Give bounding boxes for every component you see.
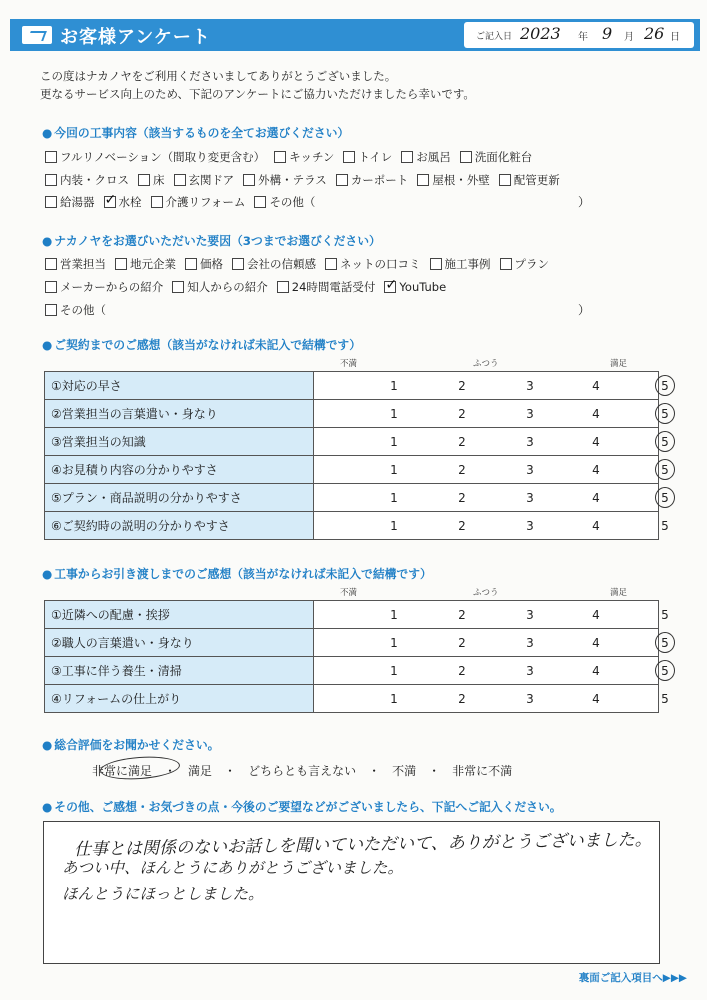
checkbox-label: その他（	[269, 195, 316, 209]
month-unit: 月	[624, 32, 634, 43]
checkbox-label: 価格	[200, 257, 223, 271]
checkbox-label: ネットの口コミ	[340, 257, 421, 271]
checkbox-label: キッチン	[289, 150, 335, 164]
rating-option[interactable]: 5	[661, 636, 669, 650]
rating-scale	[314, 428, 669, 456]
checkbox[interactable]	[45, 258, 57, 270]
rating-selected-circle	[655, 459, 675, 480]
rating-option[interactable]: 1	[390, 379, 398, 393]
next-page-link[interactable]: 裏面ご記入項目へ▶▶▶	[578, 972, 687, 984]
checkbox-option[interactable]	[151, 194, 246, 210]
rating-option[interactable]: 2	[458, 463, 466, 477]
date-box	[464, 22, 694, 48]
checkbox-label: 会社の信頼感	[247, 257, 316, 271]
rating-option[interactable]: 3	[526, 608, 534, 622]
scale-high-label-2: 満足	[610, 588, 628, 598]
q2-row	[45, 279, 455, 295]
checkbox[interactable]	[232, 258, 244, 270]
q1-row	[45, 172, 569, 188]
rating-selected-circle	[655, 660, 675, 681]
rating-option[interactable]: 1	[390, 519, 398, 533]
rating-option[interactable]: 5	[661, 379, 669, 393]
checkbox-option[interactable]	[336, 172, 409, 188]
checkbox-checked[interactable]	[384, 281, 396, 293]
checkbox[interactable]	[277, 281, 289, 293]
rating-option[interactable]: 5	[661, 608, 669, 622]
checkbox-option[interactable]	[499, 172, 560, 188]
header-bar	[10, 19, 700, 51]
checkbox[interactable]	[138, 174, 150, 186]
scale-high-label: 満足	[610, 359, 628, 369]
rating-option[interactable]: 1	[390, 491, 398, 505]
rating-question: ⑥ご契約時の説明の分かりやすさ	[45, 512, 314, 540]
option-separator: ・	[164, 764, 177, 778]
rating-scale	[314, 512, 669, 540]
date-month[interactable]: 9	[602, 24, 613, 43]
checkbox-option[interactable]	[243, 172, 327, 188]
rating-row	[45, 685, 659, 713]
checkbox-label: 24時間電話受付	[291, 280, 376, 294]
rating-scale	[314, 484, 669, 512]
q2-row	[45, 256, 558, 272]
section-construction-feedback-title: ● 工事からお引き渡しまでのご感想（該当がなければ未記入で結構です）	[42, 567, 432, 581]
rating-option[interactable]: 2	[458, 407, 466, 421]
checkbox-checked[interactable]	[104, 196, 116, 208]
rating-option[interactable]: 2	[458, 519, 466, 533]
contract-rating-table	[44, 371, 669, 540]
rating-question: ②営業担当の言葉遣い・身なり	[45, 400, 314, 428]
rating-question: ③工事に伴う養生・清掃	[45, 657, 314, 685]
checkbox-label: カーポート	[350, 173, 409, 187]
checkbox[interactable]	[325, 258, 337, 270]
date-day[interactable]: 26	[644, 24, 665, 43]
checkbox-label: 営業担当	[60, 257, 106, 271]
rating-scale	[314, 601, 669, 629]
rating-option[interactable]: 3	[526, 692, 534, 706]
rating-option[interactable]: 1	[390, 407, 398, 421]
checkbox[interactable]	[401, 151, 413, 163]
checkbox-option[interactable]	[45, 256, 106, 272]
checkbox-option[interactable]	[185, 256, 223, 272]
rating-option[interactable]: 2	[458, 491, 466, 505]
q1-other-close: ）	[578, 195, 591, 209]
checkbox[interactable]	[174, 174, 186, 186]
rating-option[interactable]: 3	[526, 463, 534, 477]
rating-option[interactable]: 4	[592, 491, 600, 505]
section-comment-title: ● その他、ご感想・お気づきの点・今後のご要望などがございましたら、下記へご記入ください。	[42, 800, 562, 814]
rating-option[interactable]: 2	[458, 379, 466, 393]
date-label: ご記入日	[476, 32, 513, 42]
rating-option[interactable]: 4	[592, 407, 600, 421]
checkbox-option[interactable]	[254, 194, 315, 210]
checkbox-label: お風呂	[416, 150, 451, 164]
section-construction-title: ● 今回の工事内容（該当するものを全てお選びください）	[42, 126, 350, 140]
rating-question: ③営業担当の知識	[45, 428, 314, 456]
rating-question: ④お見積り内容の分かりやすさ	[45, 456, 314, 484]
checkbox[interactable]	[185, 258, 197, 270]
rating-selected-circle	[655, 487, 675, 508]
checkbox-label: 水栓	[118, 195, 142, 209]
overall-option[interactable]: 不満	[392, 764, 417, 778]
checkbox-option[interactable]	[274, 149, 334, 165]
scale-mid-label-2: ふつう	[473, 588, 499, 598]
comment-line-1: 仕事とは関係のないお話しを聞いていただいて、ありがとうございました。	[73, 829, 652, 861]
rating-scale	[314, 685, 669, 713]
rating-option[interactable]: 5	[661, 519, 669, 533]
checkbox[interactable]	[274, 151, 286, 163]
rating-option[interactable]: 5	[661, 692, 669, 706]
checkbox-label: 床	[153, 173, 165, 187]
option-separator: ・	[368, 764, 381, 778]
rating-question: ②職人の言葉遣い・身なり	[45, 629, 314, 657]
rating-option[interactable]: 1	[390, 636, 398, 650]
checkbox[interactable]	[151, 196, 163, 208]
checkbox-option[interactable]	[325, 256, 421, 272]
rating-row	[45, 601, 659, 629]
rating-option[interactable]: 3	[526, 407, 534, 421]
q1-row	[45, 149, 541, 165]
checkbox-label: その他（	[60, 303, 106, 317]
rating-option[interactable]: 5	[661, 407, 669, 421]
checkbox[interactable]	[500, 258, 512, 270]
option-separator: ・	[428, 764, 441, 778]
checkbox[interactable]	[343, 151, 355, 163]
rating-option[interactable]: 5	[661, 664, 669, 678]
checkbox-option[interactable]	[45, 172, 129, 188]
checkbox[interactable]	[336, 174, 348, 186]
checkbox-option[interactable]	[45, 279, 163, 295]
checkbox-label: 玄関ドア	[188, 173, 235, 187]
q2-other-close: ）	[578, 303, 591, 317]
checkbox[interactable]	[45, 196, 57, 208]
rating-scale	[314, 400, 669, 428]
rating-selected-circle	[655, 375, 675, 396]
rating-scale	[314, 657, 669, 685]
checkbox[interactable]	[45, 174, 57, 186]
rating-row	[45, 400, 659, 428]
rating-option[interactable]: 1	[390, 435, 398, 449]
checkbox-label: 外構・テラス	[258, 173, 327, 187]
company-logo	[22, 26, 52, 44]
checkbox-option[interactable]	[343, 149, 392, 165]
rating-row	[45, 657, 659, 685]
checkbox-label: 洗面化粧台	[474, 150, 533, 164]
checkbox[interactable]	[499, 174, 511, 186]
checkbox-option[interactable]	[401, 149, 451, 165]
rating-option[interactable]: 3	[526, 379, 534, 393]
rating-option[interactable]: 3	[526, 636, 534, 650]
rating-option[interactable]: 4	[592, 692, 600, 706]
rating-option[interactable]: 3	[526, 664, 534, 678]
overall-option[interactable]: 満足	[188, 764, 213, 778]
checkbox-option[interactable]	[174, 172, 235, 188]
option-separator: ・	[224, 764, 237, 778]
checkbox-label: 配管更新	[513, 173, 560, 187]
rating-option[interactable]: 4	[592, 435, 600, 449]
rating-row	[45, 428, 659, 456]
checkbox-option[interactable]	[45, 149, 265, 165]
checkbox-option[interactable]	[430, 256, 491, 272]
section-contract-title: ● ご契約までのご感想（該当がなければ未記入で結構です）	[42, 338, 362, 352]
comment-line-3: ほんとうにほっとしました。	[62, 885, 264, 903]
rating-option[interactable]: 2	[458, 692, 466, 706]
checkbox-label: 内装・クロス	[60, 173, 129, 187]
form-title: お客様アンケート	[60, 27, 211, 48]
rating-option[interactable]: 2	[458, 608, 466, 622]
rating-option[interactable]: 3	[526, 435, 534, 449]
checkbox-option[interactable]	[232, 256, 316, 272]
checkbox-label: YouTube	[399, 280, 447, 294]
comment-line-2: あつい中、ほんとうにありがとうございました。	[62, 859, 404, 877]
checkbox-option[interactable]	[417, 172, 490, 188]
rating-option[interactable]: 3	[526, 519, 534, 533]
comment-box[interactable]	[43, 821, 660, 964]
scale-mid-label: ふつう	[473, 359, 499, 369]
scale-low-label-2: 不満	[340, 588, 358, 598]
rating-row	[45, 456, 659, 484]
rating-option[interactable]: 2	[458, 636, 466, 650]
checkbox-option[interactable]	[460, 149, 533, 165]
q2-row	[45, 302, 115, 318]
rating-option[interactable]: 5	[661, 491, 669, 505]
rating-option[interactable]: 4	[592, 379, 600, 393]
q1-row	[45, 194, 324, 210]
rating-question: ①近隣への配慮・挨拶	[45, 601, 314, 629]
checkbox-option[interactable]	[45, 194, 95, 210]
section-overall-title: ● 総合評価をお聞かせください。	[42, 738, 220, 752]
checkbox-label: 屋根・外壁	[432, 173, 490, 187]
checkbox[interactable]	[45, 304, 57, 316]
checkbox[interactable]	[417, 174, 429, 186]
checkbox-option[interactable]	[138, 172, 165, 188]
day-unit: 日	[670, 32, 680, 43]
date-year[interactable]: 2023	[520, 24, 561, 43]
overall-option[interactable]: どちらとも言えない	[248, 764, 357, 778]
checkbox-label: 施工事例	[444, 257, 491, 271]
rating-selected-circle	[655, 632, 675, 653]
rating-option[interactable]: 5	[661, 435, 669, 449]
rating-option[interactable]: 1	[390, 664, 398, 678]
scale-low-label: 不満	[340, 359, 358, 369]
checkbox[interactable]	[45, 151, 57, 163]
checkbox-option[interactable]	[172, 279, 268, 295]
rating-row	[45, 484, 659, 512]
rating-option[interactable]: 4	[592, 636, 600, 650]
checkbox-label: 知人からの紹介	[187, 280, 268, 294]
rating-option[interactable]: 1	[390, 692, 398, 706]
checkbox-label: トイレ	[358, 150, 393, 164]
checkbox-label: 給湯器	[60, 195, 95, 209]
checkbox[interactable]	[172, 281, 184, 293]
rating-option[interactable]: 2	[458, 664, 466, 678]
rating-option[interactable]: 4	[592, 463, 600, 477]
section-reason-title: ● ナカノヤをお選びいただいた要因（3つまでお選びください）	[42, 234, 381, 248]
rating-option[interactable]: 3	[526, 491, 534, 505]
checkbox-option[interactable]	[384, 280, 446, 294]
rating-row	[45, 372, 659, 400]
checkbox-option[interactable]	[104, 194, 142, 210]
rating-row	[45, 512, 659, 540]
rating-option[interactable]: 4	[592, 664, 600, 678]
rating-question: ④リフォームの仕上がり	[45, 685, 314, 713]
checkbox-label: 地元企業	[130, 257, 176, 271]
checkbox-option[interactable]	[45, 302, 106, 318]
checkbox[interactable]	[243, 174, 255, 186]
rating-option[interactable]: 1	[390, 608, 398, 622]
checkbox-label: 介護リフォーム	[165, 195, 246, 209]
checkbox-label: プラン	[514, 257, 549, 271]
rating-option[interactable]: 1	[390, 463, 398, 477]
checkbox[interactable]	[115, 258, 127, 270]
rating-option[interactable]: 5	[661, 463, 669, 477]
rating-selected-circle	[655, 403, 675, 424]
rating-scale	[314, 456, 669, 484]
rating-option[interactable]: 2	[458, 435, 466, 449]
checkbox-label: フルリノベーション（間取り変更含む）	[60, 150, 266, 164]
rating-question: ①対応の早さ	[45, 372, 314, 400]
year-unit: 年	[578, 32, 588, 43]
rating-question: ⑤プラン・商品説明の分かりやすさ	[45, 484, 314, 512]
rating-option[interactable]: 4	[592, 519, 600, 533]
overall-option[interactable]: 非常に不満	[452, 764, 513, 778]
checkbox[interactable]	[430, 258, 442, 270]
checkbox-option[interactable]	[500, 256, 550, 272]
rating-scale	[314, 372, 669, 400]
checkbox[interactable]	[45, 281, 57, 293]
checkbox[interactable]	[254, 196, 266, 208]
rating-scale	[314, 629, 669, 657]
intro-line-2: 更なるサービス向上のため、下記のアンケートにご協力いただけましたら幸いです。	[40, 87, 475, 101]
rating-selected-circle	[655, 431, 675, 452]
construction-rating-table	[44, 600, 669, 713]
intro-line-1: この度はナカノヤをご利用くださいましてありがとうございました。	[40, 69, 397, 83]
checkbox-option[interactable]	[115, 256, 176, 272]
rating-option[interactable]: 4	[592, 608, 600, 622]
checkbox[interactable]	[460, 151, 472, 163]
checkbox-label: メーカーからの紹介	[60, 280, 164, 294]
checkbox-option[interactable]	[277, 279, 376, 295]
rating-row	[45, 629, 659, 657]
overall-option[interactable]: 非常に満足	[92, 764, 153, 778]
